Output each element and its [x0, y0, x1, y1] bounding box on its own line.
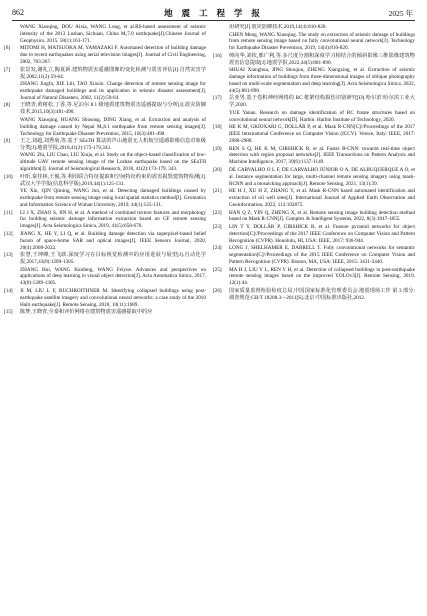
reference-number: [24] [213, 245, 222, 252]
reference-text: HE H J, XU H Z, ZHANG Y, et al. Mask R-CNN based automated identification and extraction of oil well sites[J]. International Journal of Applied Earth Observation and Geoinformation, 2022, 112:102875. [229, 188, 415, 208]
reference-text: 用研究[J].震灾防御技术,2019,14(4):810-820. [229, 24, 327, 30]
reference-text: REN S Q, HE K M, GIRSHICK R, et al. Faster R-CNN: towards real-time object detection with region proposal networks[J]. IEEE Transactions on Pattern Analysis and Machine Intelligence, 2017, 39(6):1137-1149. [229, 145, 415, 166]
reference-entry [4, 81, 206, 102]
reference-number [213, 110, 229, 124]
reference-number [4, 267, 20, 288]
reference-text: 张慧,王坤峰,王飞跃.深度学习在目标视觉检测中的应用进展与展望[J].自动化学报,2017,43(8):1289-1305. [20, 252, 206, 266]
reference-entry [4, 309, 206, 316]
reference-entry [213, 124, 415, 145]
reference-entry [213, 53, 415, 67]
reference-text: JIANG X, HE Y, LI Q, et al. Building damage detection via superpixel-based belief fusion of space-borne SAR and optical images[J]. IEEE Sensors Journal, 2020, 20(4):2008-2022. [20, 230, 206, 251]
reference-number: [22] [213, 209, 222, 216]
reference-number: [23] [213, 223, 222, 230]
reference-number: [14] [4, 287, 13, 294]
reference-entry [4, 67, 206, 81]
reference-text: ZHANG Hui, WANG Kunfeng, WANG Feiyue. Advances and perspectives on applications of deep learning in visual object detection[J]. Acta Automatica Sinica, 2017, 43(8):1289-1305. [20, 266, 206, 287]
reference-text: DE CARVALHO O L F, DE CARVALHO JÚNIOR O A, DE ALBUQUERQUE A O, et al. Instance segmentation for large, multi-channel remote sensing imagery using mask-RCNN and a mosaicking approach[J]. Remote Sensing, 2021, 13(1):39. [229, 166, 415, 187]
reference-number: [25] [213, 266, 222, 273]
reference-text: 陈梦,王晓青,全泰和评价网络在建筑物震害遥感提取中的应 [20, 309, 153, 316]
reference-number: [10] [4, 173, 13, 180]
reference-entry [213, 224, 415, 245]
reference-number: [7] [4, 66, 11, 73]
reference-entry [4, 267, 206, 288]
reference-entry [213, 67, 415, 95]
reference-number: [21] [213, 188, 222, 195]
reference-column-right [213, 24, 415, 302]
reference-text: YUE Yanan. Research on damage identification of RC frame structures based on convolutional neural network[D]. Harbin: Harbin Institute of Technology, 2020. [229, 109, 415, 123]
reference-entry [213, 288, 415, 302]
reference-number [4, 188, 20, 209]
reference-entry [213, 32, 415, 53]
reference-number: [11] [4, 209, 13, 216]
reference-text: JI M, LIU L F, BUCHROITHNER M. Identifying collapsed buildings using post-earthquake satellite imagery and convolutional neural networks: a case study of the 2010 Haiti earthquake[J]. Remote Sensing, 2018, 10(11):1689. [20, 287, 206, 308]
reference-text: LI J X, ZHAO S, JIN H, et al. A method of combined texture features and morphology for building seismic damage information extraction based on GF remote sensing images[J]. Acta Seismologica Sinica, 2019, 41(5):658-670. [20, 209, 206, 230]
reference-entry [213, 210, 415, 224]
reference-number: [19] [213, 145, 222, 152]
reference-number [4, 152, 20, 173]
reference-number [4, 24, 20, 45]
reference-number: [6] [4, 45, 11, 52]
reference-number [213, 67, 229, 95]
reference-entry [213, 110, 415, 124]
reference-number: [12] [4, 230, 13, 237]
header-rule [12, 20, 415, 21]
reference-text: MA H J, LIU Y L, REN Y H, et al. Detection of collapsed buildings in post-earthquake remote sensing images based on the improved YOLOv3[J]. Remote Sensing, 2019, 12(1):44. [229, 266, 415, 287]
reference-text: WANG Xiaoqing, DOU Aixia, WANG Long, et al.RS-based assessment of seismic intensity of the 2013 Lushan, Sichuan, China M₅7.0 earthquake[J].Chinese Journal of Geophysics, 2015, 58(1):163-171. [20, 24, 206, 44]
reference-entry [213, 188, 415, 209]
reference-number: [15] [4, 309, 13, 316]
reference-entry [4, 174, 206, 188]
reference-text: 王之,刘超,刘秀菊,等.基于 SEaTH 算法的芦山地震无人机航空遥感影像信息对象级分类[J].地震学报,2018,41(2):173-179,343. [20, 138, 206, 151]
reference-entry [4, 138, 206, 152]
reference-number: [9] [4, 138, 11, 145]
reference-text: MITOMI H, MATSUOKA M, YAMAZAKI F. Automated detection of building damage due to recent earthquakes using aerial television images[J]. Journal of Civil Engineering, 2002, 703:267. [20, 45, 206, 66]
reference-entry [4, 45, 206, 66]
reference-text: LIN T Y, DOLLÁR P, GIRSHICK R, et al. Feature pyramid networks for object detection[C]//Proceedings of the 2017 IEEE Conference on Computer Vision and Pattern Recognition (CVPR). Honolulu, HI, USA: IEEE, 2017: 936-944. [229, 223, 415, 244]
reference-text: 帅向华,刘钦,邢广利,等.多尺度分割和深度学习相结合的倾斜影像三维影像建筑物震害信息提取[J].地震学报,2022,44(5):881-890. [229, 52, 415, 66]
reference-column-left [4, 24, 206, 317]
reference-text: 国家质量监督检验检疫总局,中国国家标准化管理委员会.地震现场工作 第 3 部分:调查规范:GB/T 18208.3—2011[S].北京:中国标准出版社,2012. [229, 287, 415, 301]
page-number: 862 [12, 8, 24, 17]
reference-number [213, 24, 229, 31]
reference-entry [4, 102, 206, 116]
reference-number: [17] [213, 95, 222, 102]
reference-number: [13] [4, 252, 13, 259]
reference-entry [213, 245, 415, 266]
reference-number: [26] [213, 287, 222, 294]
reference-text: 岳亚男.基于卷积神经网络的 RC 框架结构损伤识别研究[D].哈尔滨:哈尔滨工业大学,2020. [229, 95, 415, 109]
reference-text: 张景发,谢礼立,陶夏新.建筑物震害遥感图像的变化检测与震害评估[J].自然灾害学报,2002,11(2):59-64. [20, 66, 206, 80]
reference-entry [213, 167, 415, 188]
year-info: 2025 年 [388, 9, 413, 18]
reference-entry [4, 24, 206, 45]
reference-entry [4, 231, 206, 252]
reference-text: SHUAI Xianghua, JING Shoujun, ZHENG Xiangxing, et al. Extraction of seismic damage information of buildings from three-dimensional images of oblique photography based on multi-scale segmentation and deep learning[J]. Acta Seismologica Sinica, 2022, 44(5):881-890. [229, 67, 415, 94]
reference-text: HAN Q Z, YIN Q, ZHENG X, et al. Remote sensing image building detection method based on Mask R-CNN[J]. Complex & Intelligent Systems, 2022, 8(3):1847-1855. [229, 209, 415, 223]
reference-number [4, 81, 20, 102]
reference-entry [4, 188, 206, 209]
reference-entry [4, 288, 206, 309]
reference-number: [16] [213, 52, 222, 59]
reference-entry [4, 252, 206, 266]
reference-number: [18] [213, 124, 222, 131]
reference-text: WANG Zhi, LIU Chao, LIU Xiuju, et al. Study on the object-based classification of low-altitude UAV remote sensing image of the Lushan earthquake based on the SEaTH algorithm[J]. Journal of Seismological Research, 2018, 41(2):173-179, 343. [20, 152, 206, 173]
reference-entry [4, 117, 206, 138]
reference-entry [4, 210, 206, 231]
reference-entry [213, 146, 415, 167]
reference-text: LONG J, SHELHAMER E, DARRELL T. Fully convolutional networks for semantic segmentation[C]//Proceedings of the 2015 IEEE Conference on Computer Vision and Pattern Recognition (CVPR). Boston, MA, USA: IEEE, 2015: 3431-3440. [229, 245, 415, 266]
reference-entry [213, 24, 415, 31]
reference-number: [8] [4, 102, 11, 109]
reference-number [4, 117, 20, 138]
reference-text: CHEN Meng, WANG Xiaoqing. The study on extraction of seismic damage of buildings from remote sensing image based on fully convolutional neural network[J]. Technology for Earthquake Disaster Prevention, 2019, 14(4):810-820. [229, 31, 415, 52]
reference-text: 叶昕,秦佳林,王俊,等.利用联合特征提取和空间特征约束的震害损毁建筑物检测[J].武汉大学学报(信息科学版),2019,44(1):125-131. [20, 173, 206, 187]
journal-title: 地 震 工 程 学 报 [164, 9, 263, 19]
reference-entry [213, 95, 415, 109]
reference-text: 王晓青,黄树松,丁香,等.尼泊尔 8.1 级地震建筑物震害遥感提取与分析[J].震灾防御技术,2015,10(3):481-490. [20, 102, 206, 116]
reference-text: ZHANG Jingfa, XIE Lili, TAO Xiaxin. Change detection of remote sensing image for earthquake damaged buildings and its application in seismic disaster assessment[J]. Journal of Natural Disasters, 2002, 11(2):59-64. [20, 81, 206, 101]
reference-entry [4, 152, 206, 173]
reference-text: HE K M, GKIOXARI G, DOLLÁR P, et al. Mask R-CNN[C]//Proceedings of the 2017 IEEE International Conference on Computer Vision (ICCV). Venice, Italy: IEEE, 2017: 2980-2988. [229, 124, 415, 145]
reference-text: YE Xin, QIN Qiming, WANG Jun, et al. Detecting damaged buildings caused by earthquake from remote sensing image using local spatial statistics method[J]. Geomatics and Information Science of Wuhan University, 2019, 44(1):125-131. [20, 188, 206, 208]
reference-number [213, 32, 229, 53]
reference-number: [20] [213, 166, 222, 173]
running-header [0, 0, 427, 22]
reference-entry [213, 267, 415, 288]
reference-text: WANG Xiaoqing, HUANG Shusong, DING Xiang, et al. Extraction and analysis of building damage caused by Nepal M₅8.1 earthquake from remote sensing images[J]. Technology for Earthquake Disaster Prevention, 2015, 10(3):481-490. [20, 116, 206, 137]
